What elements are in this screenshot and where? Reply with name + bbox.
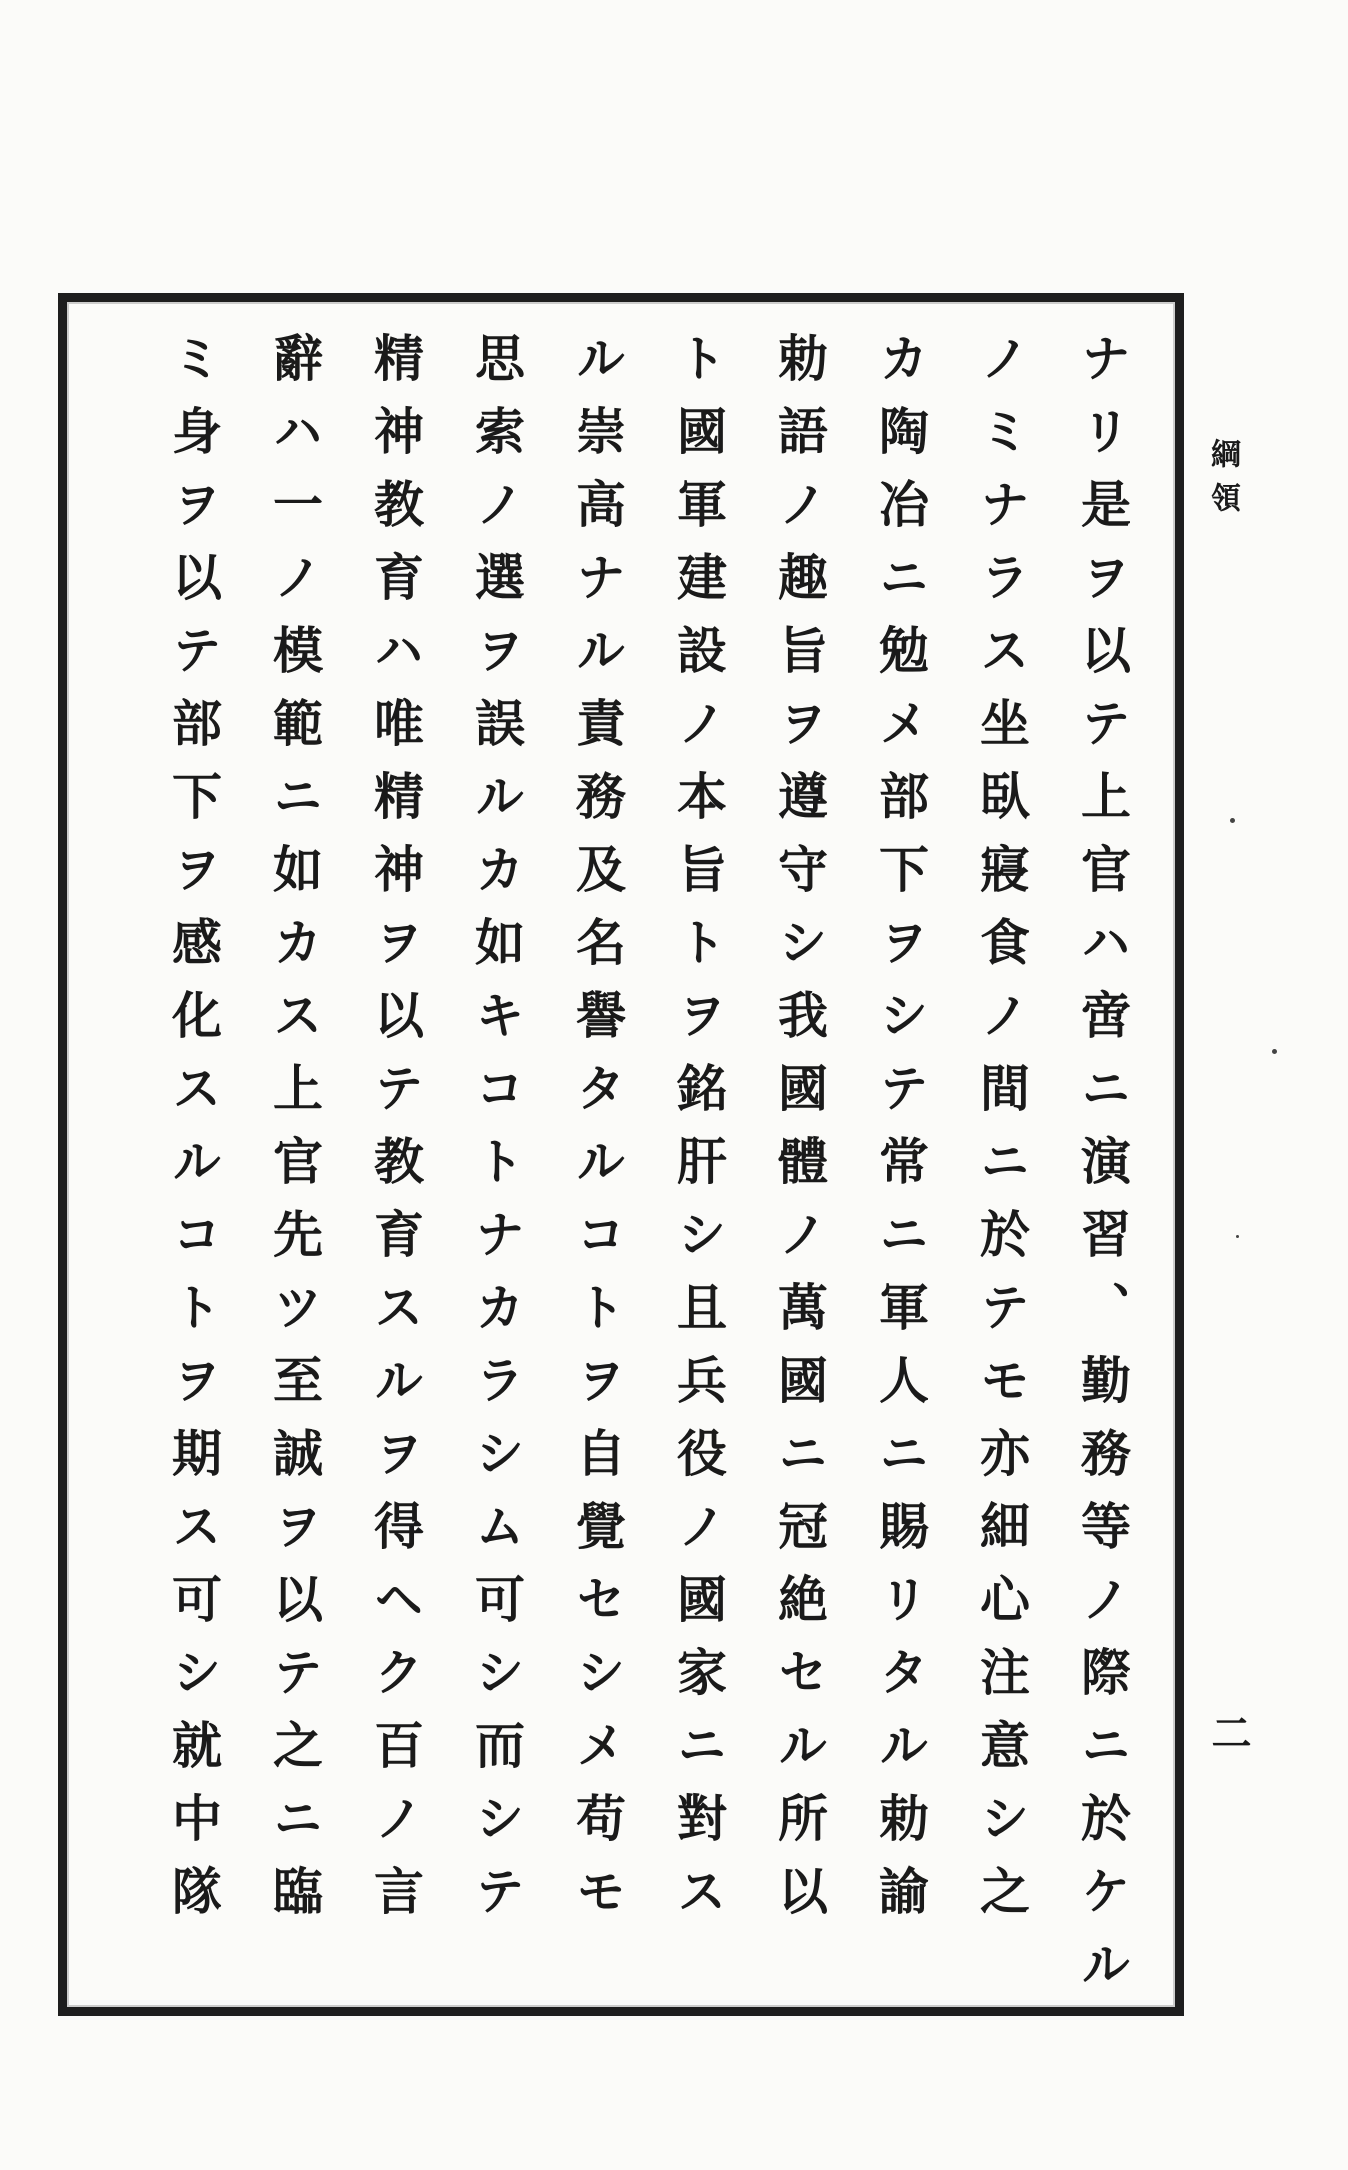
text-column: ノミナラス坐臥寢食ノ間ニ於テモ亦細心注意シ之	[972, 332, 1031, 1938]
text-column: ナリ是ヲ以テ上官ハ啻ニ演習、勤務等ノ際ニ於ケル	[1073, 332, 1132, 2011]
text-frame	[58, 293, 1184, 2016]
text-column: 精神教育ハ唯精神ヲ以テ教育スルヲ得ヘク百ノ言	[366, 332, 425, 1938]
text-column: 辭ハ一ノ模範ニ如カス上官先ツ至誠ヲ以テ之ニ臨	[265, 332, 324, 1938]
text-column: ト國軍建設ノ本旨トヲ銘肝シ且兵役ノ國家ニ對ス	[669, 332, 728, 1938]
running-header: 綱領	[1205, 438, 1240, 526]
text-column: 思索ノ選ヲ誤ルカ如キコトナカラシム可シ而シテ	[467, 332, 526, 1938]
vertical-text-block	[147, 332, 1149, 2012]
print-speck	[1272, 1049, 1277, 1054]
text-column: 勅語ノ趣旨ヲ遵守シ我國體ノ萬國ニ冠絶セル所以	[770, 332, 829, 1938]
text-column: ル崇高ナル責務及名譽タルコトヲ自覺セシメ苟モ	[568, 332, 627, 1938]
print-speck	[1230, 818, 1235, 823]
text-column: カ陶冶ニ勉メ部下ヲシテ常ニ軍人ニ賜リタル勅諭	[871, 332, 930, 1938]
page-number: 二	[1205, 1712, 1252, 1752]
print-speck	[1236, 1235, 1239, 1238]
text-column: ミ身ヲ以テ部下ヲ感化スルコトヲ期ス可シ就中隊	[164, 332, 223, 1938]
